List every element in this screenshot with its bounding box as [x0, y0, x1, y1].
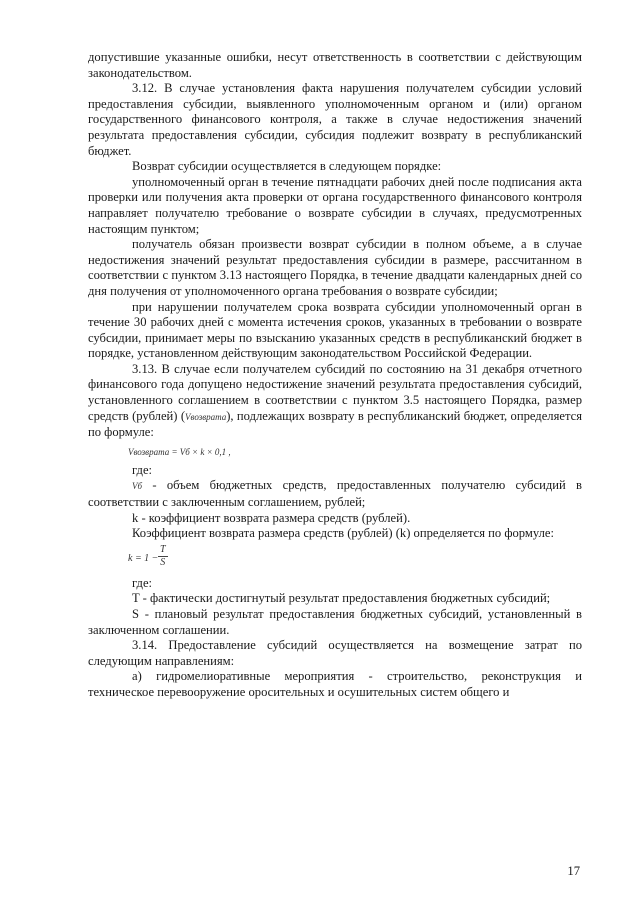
paragraph-3-13 — [88, 362, 582, 441]
v-return-symbol: Vвозврата — [185, 411, 227, 422]
paragraph-violation: при нарушении получателем срока возврата субсидии уполномоченный орган в течение 30 рабочих дней с момента истечения сроков, указанных в требовании о возврате субсидии, принимает меры по взысканию указанных средств в республиканский бюджет в порядке, установленном действующим законодательством Российской Федерации. — [88, 299, 582, 361]
paragraph-recipient-obligation: получатель обязан произвести возврат субсидии в полном объеме, а в случае недостижения значений результат предоставления субсидии в размере, рассчитанном в соответствии с пунктом 3.13 настоящего Порядка, в течение двадцати календарных дней со дня получения от уполномоченного органа требования о возврате субсидии; — [88, 237, 582, 298]
definition-vb — [88, 478, 582, 510]
definition-s: S - плановый результат предоставления бюджетных субсидий, установленный в заключенном соглашении. — [88, 607, 582, 637]
fraction-numerator: T — [160, 543, 166, 555]
paragraph-continuation: допустившие указанные ошибки, несут ответственность в соответствии с действующим законодательством. — [88, 50, 582, 80]
fraction-denominator: S — [160, 556, 166, 568]
definition-vb-text: - объем бюджетных средств, предоставленных получателю субсидий в соответствии с заключенным соглашением, рублей; — [88, 478, 582, 510]
paragraph-3-14-a: а) гидромелиоративные мероприятия - строительство, реконструкция и техническое перевооружение оросительных и осушительных систем общего и — [88, 669, 582, 699]
paragraph-3-14: 3.14. Предоставление субсидий осуществляется на возмещение затрат по следующим направлениям: — [88, 638, 582, 668]
where-label-2: где: — [132, 575, 153, 590]
definition-t: T - фактически достигнутый результат предоставления бюджетных субсидий; — [132, 591, 551, 606]
paragraph-3-13-part2: ), подлежащих возврату в республиканский бюджет, определяется по формуле: — [88, 408, 583, 440]
vb-symbol: Vб — [132, 481, 143, 492]
paragraph-requirement: уполномоченный орган в течение пятнадцати рабочих дней после подписания акта проверки или получения акта проверки от органа государственного финансового контроля направляет получателю требование о возврате субсидии в случаях, предусмотренных настоящим пунктом; — [88, 174, 582, 236]
formula-fraction — [158, 544, 168, 569]
paragraph-k-formula: Коэффициент возврата размера средств (рублей) (k) определяется по формуле: — [132, 526, 555, 541]
formula-coefficient-left: k = 1 − — [128, 552, 159, 564]
paragraph-3-13-part1: 3.13. В случае если получателем субсидий по состоянию на 31 декабря отчетного финансового года допущено недостижение значений результата предоставления субсидий, установленного соглашением в соответствии с пунктом 3.5 настоящего Порядка, размер средств (рублей) ( — [88, 361, 582, 423]
formula-return-amount: Vвозврата = Vб × k × 0,1 , — [128, 446, 231, 457]
definition-k: k - коэффициент возврата размера средств (рублей). — [132, 510, 411, 525]
paragraph-3-12: 3.12. В случае установления факта нарушения получателем субсидии условий предоставления субсидии, выявленного уполномоченным органом и (или) органом государственного финансового контроля, а также в случае недостижения значений результата предоставления субсидии, субсидия подлежит возврату в республиканский бюджет. — [88, 81, 582, 158]
page-number: 17 — [567, 864, 580, 878]
paragraph-return-order: Возврат субсидии осуществляется в следующем порядке: — [132, 159, 442, 174]
formula-coefficient — [88, 542, 582, 576]
where-label-1: где: — [132, 462, 153, 477]
